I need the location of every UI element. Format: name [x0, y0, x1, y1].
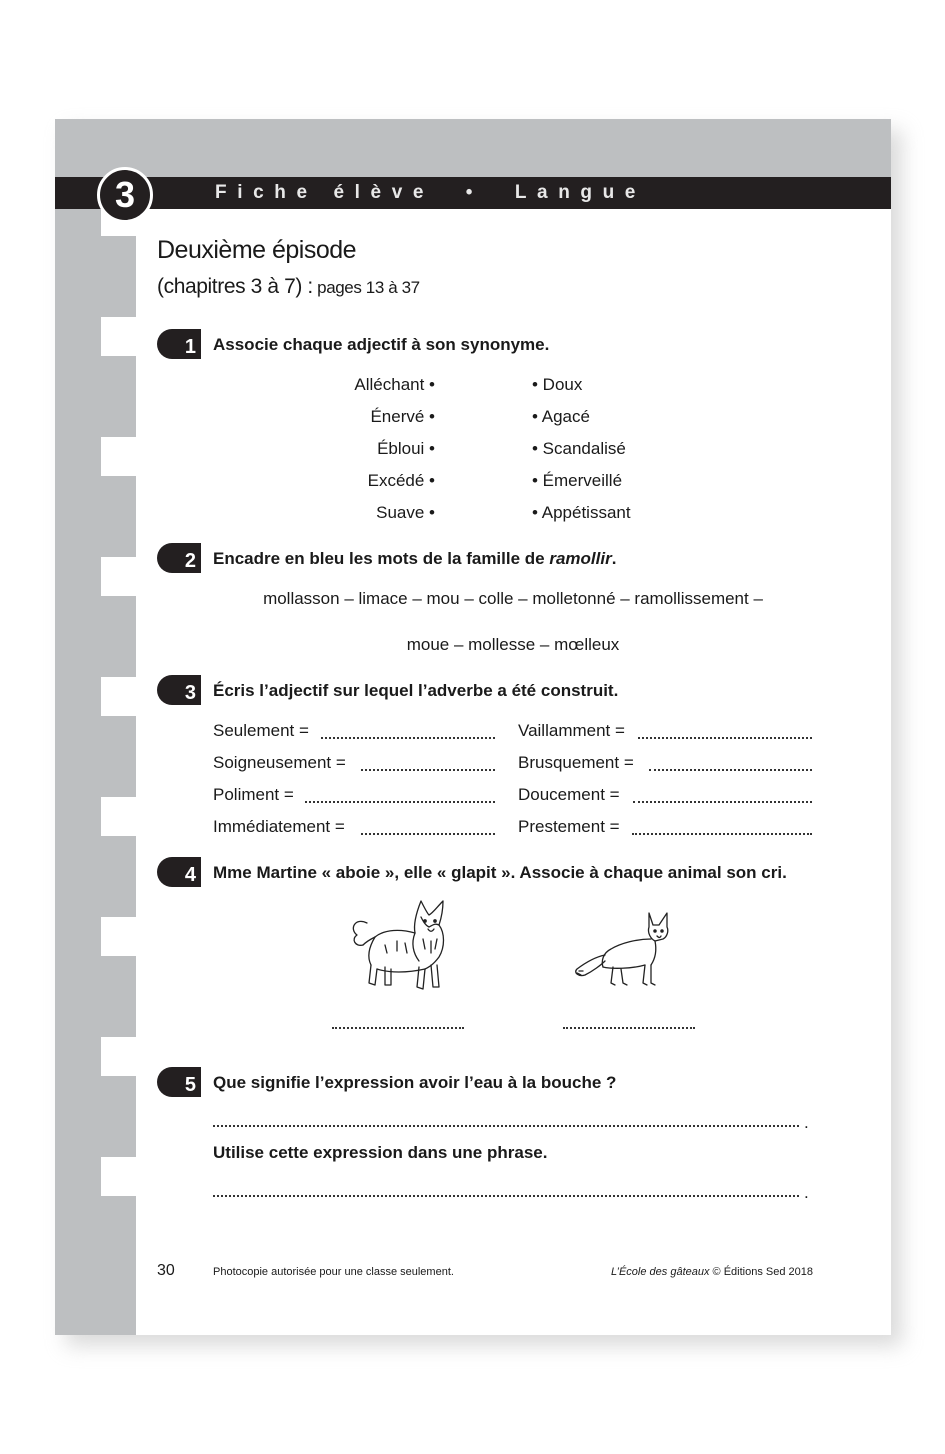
question-number-badge: 1	[157, 329, 201, 359]
q3-adverb: Seulement =	[213, 721, 309, 740]
publisher: © Éditions Sed 2018	[709, 1266, 813, 1278]
q1-synonym[interactable]: • Appétissant	[532, 503, 631, 522]
answer-dotted-line[interactable]	[332, 1027, 464, 1029]
question-4-instruction: Mme Martine « aboie », elle « glapit ». Associe à chaque animal son cri.	[213, 863, 787, 882]
q1-synonym[interactable]: • Scandalisé	[532, 439, 626, 458]
q1-synonym[interactable]: • Agacé	[532, 407, 590, 426]
q2-word-list-line-1[interactable]: mollasson – limace – mou – colle – molletonné – ramollissement –	[263, 589, 763, 608]
binder-tab	[101, 437, 136, 476]
answer-dotted-line[interactable]	[213, 1195, 799, 1197]
q3-adverb: Vaillamment =	[518, 721, 625, 740]
q1-synonym[interactable]: • Émerveillé	[532, 471, 623, 490]
q2-instruction-word: ramollir	[549, 549, 612, 568]
left-gray-band	[55, 119, 136, 1335]
question-2-instruction	[213, 549, 616, 569]
answer-dotted-line[interactable]	[213, 1125, 799, 1127]
q1-adjective[interactable]: Énervé •	[370, 407, 435, 426]
binder-tab	[101, 797, 136, 836]
dog-illustration	[345, 895, 455, 997]
binder-tab	[101, 1157, 136, 1196]
question-number-badge: 4	[157, 857, 201, 887]
binder-tab	[101, 677, 136, 716]
q2-word-list-line-2[interactable]: moue – mollesse – mœlleux	[406, 635, 620, 654]
question-5-instruction-2: Utilise cette expression dans une phrase.	[213, 1143, 548, 1162]
page-title: Deuxième épisode	[157, 236, 357, 264]
fox-illustration	[571, 909, 677, 991]
page-subtitle	[157, 275, 420, 299]
answer-dotted-line[interactable]	[633, 801, 812, 803]
q3-adverb: Brusquement =	[518, 753, 634, 772]
worksheet-page	[55, 119, 891, 1335]
book-title: L’École des gâteaux	[611, 1266, 710, 1278]
header-bar	[55, 177, 891, 209]
answer-dotted-line[interactable]	[638, 737, 812, 739]
binder-tab	[101, 1037, 136, 1076]
q3-adverb: Doucement =	[518, 785, 620, 804]
subtitle-chapters: (chapitres 3 à 7) :	[157, 275, 313, 298]
sentence-end-mark: .	[804, 1183, 809, 1202]
q1-adjective[interactable]: Excédé •	[367, 471, 435, 490]
binder-tab	[101, 917, 136, 956]
q3-adverb: Prestement =	[518, 817, 620, 836]
answer-dotted-line[interactable]	[632, 833, 812, 835]
header-title: Fiche élève • Langue	[215, 182, 646, 203]
q3-adverb: Immédiatement =	[213, 817, 345, 836]
answer-dotted-line[interactable]	[361, 769, 495, 771]
question-number-badge: 3	[157, 675, 201, 705]
subtitle-pages: pages 13 à 37	[312, 278, 420, 297]
copyright-notice	[611, 1266, 813, 1278]
q1-adjective[interactable]: Ébloui •	[377, 439, 435, 458]
sentence-end-mark: .	[804, 1113, 809, 1132]
q3-adverb: Soigneusement =	[213, 753, 346, 772]
photocopy-notice: Photocopie autorisée pour une classe seulement.	[213, 1266, 454, 1278]
answer-dotted-line[interactable]	[305, 801, 495, 803]
question-5-instruction: Que signifie l’expression avoir l’eau à la bouche ?	[213, 1073, 617, 1092]
question-number-badge: 2	[157, 543, 201, 573]
answer-dotted-line[interactable]	[321, 737, 495, 739]
q1-adjective[interactable]: Alléchant •	[354, 375, 435, 394]
q2-instruction-suffix: .	[611, 549, 617, 568]
q1-adjective[interactable]: Suave •	[376, 503, 435, 522]
answer-dotted-line[interactable]	[649, 769, 812, 771]
answer-dotted-line[interactable]	[563, 1027, 695, 1029]
q1-synonym[interactable]: • Doux	[532, 375, 583, 394]
question-1-instruction: Associe chaque adjectif à son synonyme.	[213, 335, 550, 354]
binder-tab	[101, 557, 136, 596]
page-number: 30	[157, 1262, 175, 1279]
q2-instruction-prefix: Encadre en bleu les mots de la famille de	[213, 549, 550, 568]
top-gray-band	[55, 119, 891, 177]
sheet-number-badge: 3	[97, 167, 153, 223]
binder-tab	[101, 317, 136, 356]
question-3-instruction: Écris l’adjectif sur lequel l’adverbe a été construit.	[213, 681, 619, 700]
answer-dotted-line[interactable]	[361, 833, 495, 835]
q3-adverb: Poliment =	[213, 785, 294, 804]
question-number-badge: 5	[157, 1067, 201, 1097]
